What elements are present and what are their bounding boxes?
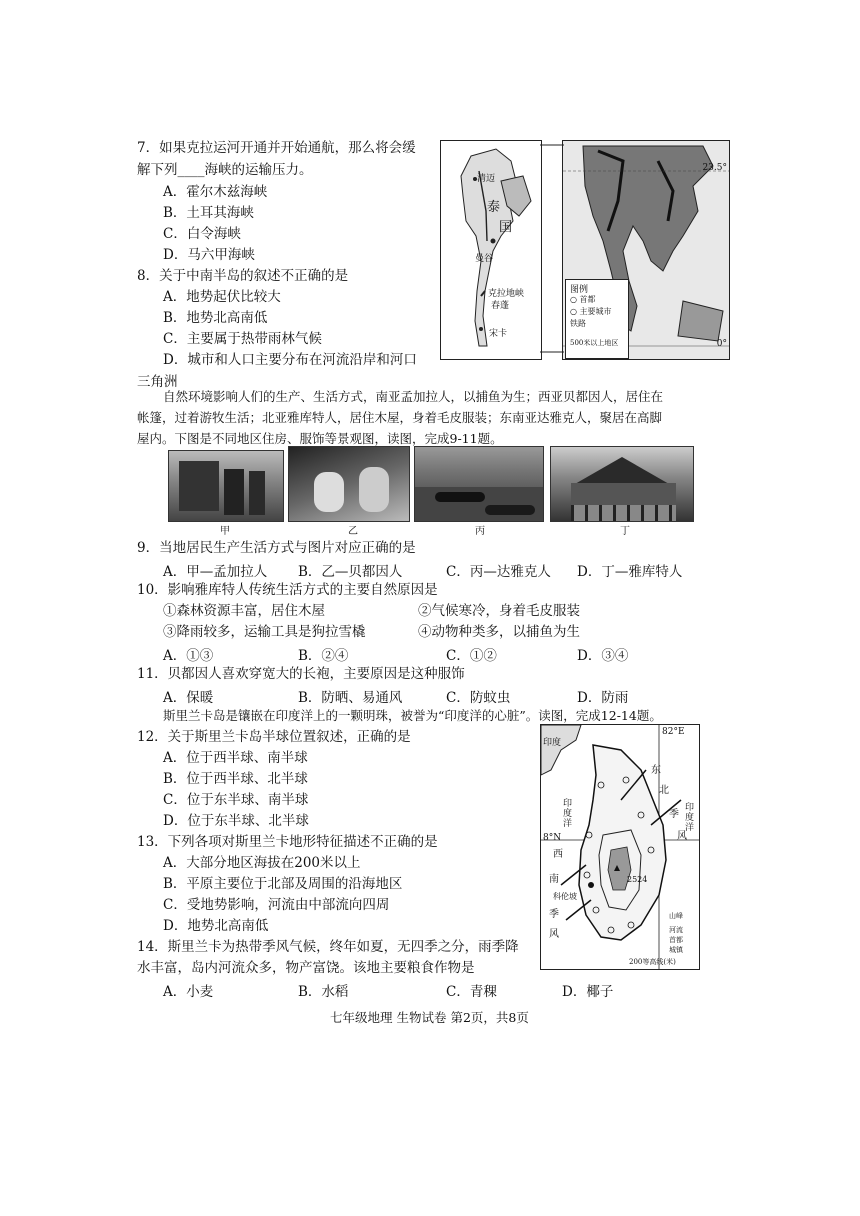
q12-option-b: B．位于西半球、北半球: [163, 771, 308, 787]
q8-option-b: B．地势北高南低: [163, 310, 268, 326]
q8-stem: 8．关于中南半岛的叙述不正确的是: [137, 268, 349, 284]
intro-9-11-line2: 帐篷，过着游牧生活；北亚雅库特人，居住木屋，身着毛皮服装；东南亚达雅克人，聚居在高脚: [137, 410, 663, 425]
map-label-23-5: 23.5°: [702, 163, 727, 173]
q12-option-d: D．位于东半球、北半球: [163, 813, 309, 829]
q7-option-b: B．土耳其海峡: [163, 205, 254, 221]
srilanka-label-sw-2: 南: [549, 874, 559, 885]
q10-stem: 10．影响雅库特人传统生活方式的主要自然原因是: [137, 582, 438, 598]
srilanka-label-sw-3: 季: [549, 909, 559, 920]
map-legend: [565, 279, 629, 359]
inset-label-guo: 国: [499, 220, 513, 235]
photo-jia: [168, 450, 284, 522]
srilanka-label-indian-ocean-west: 印度洋: [563, 799, 573, 829]
srilanka-legend-river: 河流: [669, 926, 683, 934]
q7-option-a: A．霍尔木兹海峡: [163, 184, 268, 200]
q13-option-b: B．平原主要位于北部及周围的沿海地区: [163, 876, 403, 892]
q10-item-3: ③降雨较多，运输工具是狗拉雪橇: [163, 624, 366, 640]
q10-option-a: A．①③: [163, 648, 214, 664]
caption-jia: 甲: [220, 526, 230, 537]
indochina-inset-map: [440, 140, 542, 360]
q7-line1: 7．如果克拉运河开通并开始通航，那么将会缓: [137, 140, 416, 156]
q8-option-c: C．主要属于热带雨林气候: [163, 331, 322, 347]
legend-capital: ○ 首都: [570, 295, 596, 304]
q8-option-d: D．城市和人口主要分布在河流沿岸和河口: [163, 352, 417, 368]
q10-option-b: B．②④: [298, 648, 349, 664]
q9-stem: 9．当地居民生产生活方式与图片对应正确的是: [137, 540, 416, 556]
photo-yi: [288, 446, 410, 522]
inset-label-bangkok: 曼谷: [475, 254, 494, 264]
q12-option-a: A．位于西半球、南半球: [163, 750, 308, 766]
legend-title: 图例: [570, 285, 589, 295]
q10-item-4: ④动物种类多，以捕鱼为生: [418, 624, 580, 640]
srilanka-legend-capital: 首都: [669, 936, 683, 944]
page-footer: 七年级地理 生物试卷 第2页，共8页: [330, 1010, 529, 1025]
srilanka-label-india: 印度: [543, 738, 562, 748]
q9-option-a: A．甲—孟加拉人: [163, 564, 268, 580]
legend-elevation: 500米以上地区: [570, 339, 619, 347]
srilanka-legend-peak: 山峰: [669, 912, 683, 920]
caption-bing: 丙: [475, 526, 485, 537]
inset-label-thai: 泰: [487, 200, 501, 215]
map-label-equator: 0°: [716, 339, 727, 349]
q11-stem: 11．贝都因人喜欢穿宽大的长袍，主要原因是这种服饰: [137, 666, 465, 682]
srilanka-label-ne-2: 北: [659, 785, 669, 796]
srilanka-label-ne-4: 风: [677, 831, 687, 842]
q14-option-b: B．水稻: [298, 984, 349, 1000]
q11-option-d: D．防雨: [577, 690, 629, 706]
q7-option-d: D．马六甲海峡: [163, 247, 255, 263]
q10-item-2: ②气候寒冷，身着毛皮服装: [418, 603, 580, 619]
inset-label-kra-isthmus: 克拉地峡: [488, 289, 525, 299]
q10-option-d: D．③④: [577, 648, 629, 664]
map-connector-lines: [540, 140, 564, 358]
q12-stem: 12．关于斯里兰卡岛半球位置叙述，正确的是: [137, 729, 411, 745]
q14-line2: 水丰富，岛内河流众多，物产富饶。该地主要粮食作物是: [137, 960, 475, 976]
srilanka-label-ne-1: 东: [651, 765, 661, 776]
indochina-main-map: [562, 140, 730, 360]
srilanka-label-indian-ocean-east: 印度洋: [685, 803, 695, 833]
inset-label-songkhla: 宋卡: [489, 329, 508, 339]
q8-option-a: A．地势起伏比较大: [163, 289, 281, 305]
q11-option-a: A．保暖: [163, 690, 214, 706]
srilanka-legend-town: 城镇: [669, 946, 683, 954]
q13-option-d: D．地势北高南低: [163, 918, 269, 934]
q11-option-b: B．防晒、易通风: [298, 690, 403, 706]
q10-option-c: C．①②: [446, 648, 497, 664]
srilanka-label-sw-1: 西: [553, 849, 563, 860]
legend-major-city: ○ 主要城市: [570, 307, 612, 316]
srilanka-label-sw-4: 风: [549, 929, 559, 940]
srilanka-legend-contour: 200等高线(米): [629, 958, 676, 966]
q13-stem: 13．下列各项对斯里兰卡地形特征描述不正确的是: [137, 834, 438, 850]
caption-yi: 乙: [348, 526, 358, 537]
caption-ding: 丁: [620, 526, 630, 537]
srilanka-label-colombo: 科伦坡: [553, 892, 577, 901]
q8-continuation: 三角洲: [137, 374, 178, 390]
intro-9-11-line3: 屋内。下图是不同地区住房、服饰等景观图，读图，完成9-11题。: [137, 431, 503, 446]
photo-ding: [550, 446, 694, 522]
inset-label-chiangmai: 清迈: [477, 174, 496, 184]
q14-option-c: C．青稞: [446, 984, 497, 1000]
q9-option-b: B．乙—贝都因人: [298, 564, 403, 580]
intro-9-11-line1: 自然环境影响人们的生产、生活方式，南亚孟加拉人，以捕鱼为生；西亚贝都因人，居住在: [163, 389, 664, 404]
q7-line2: 解下列____海峡的运输压力。: [137, 162, 313, 178]
q13-option-c: C．受地势影响，河流由中部流向四周: [163, 897, 390, 913]
intro-12-14: 斯里兰卡岛是镶嵌在印度洋上的一颗明珠，被誉为“印度洋的心脏”。读图，完成12-14题。: [163, 708, 662, 723]
srilanka-label-peak-height: 2524: [627, 875, 648, 884]
sri-lanka-map: [540, 724, 700, 970]
srilanka-label-ne-3: 季: [669, 809, 679, 820]
q10-item-1: ①森林资源丰富，居住木屋: [163, 603, 325, 619]
q14-line1: 14．斯里兰卡为热带季风气候，终年如夏，无四季之分，雨季降: [137, 939, 519, 955]
q14-option-d: D．椰子: [562, 984, 614, 1000]
q7-option-c: C．白令海峡: [163, 226, 241, 242]
q13-option-a: A．大部分地区海拔在200米以上: [163, 855, 361, 871]
legend-railway: 铁路: [570, 319, 586, 328]
srilanka-label-8n: 8°N: [543, 833, 562, 843]
q9-option-d: D．丁—雅库特人: [577, 564, 683, 580]
photo-bing: [414, 446, 544, 522]
inset-label-chumphon: 春蓬: [491, 301, 510, 311]
q14-option-a: A．小麦: [163, 984, 214, 1000]
q9-option-c: C．丙—达雅克人: [446, 564, 551, 580]
srilanka-label-82e: 82°E: [662, 727, 685, 737]
q11-option-c: C．防蚊虫: [446, 690, 511, 706]
q12-option-c: C．位于东半球、南半球: [163, 792, 309, 808]
